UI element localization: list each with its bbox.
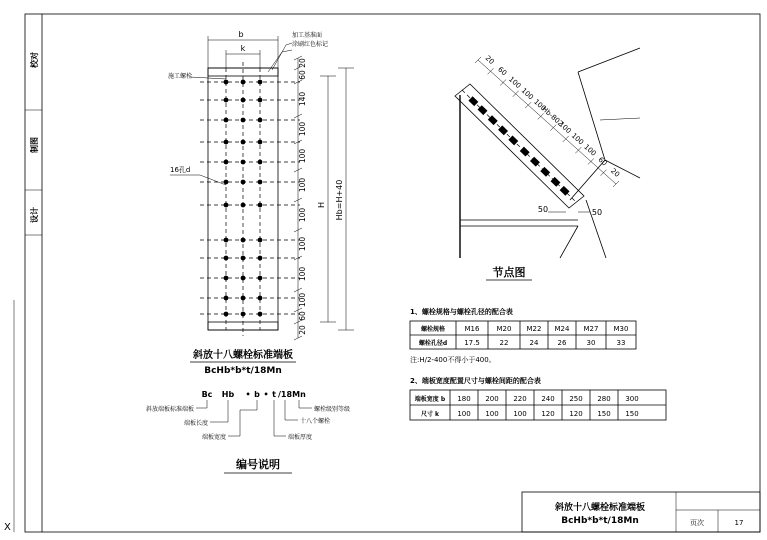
code-explain-title: 编号说明 (236, 458, 280, 471)
vertical-dim-value: 100 (298, 121, 307, 137)
bolt-hole (224, 160, 229, 165)
table1-header-cell: M27 (583, 325, 599, 333)
title-block (522, 492, 760, 532)
node-bolt (468, 96, 478, 106)
bolt-hole (258, 256, 263, 261)
title-block-page-number: 17 (734, 519, 744, 527)
table2-value-cell: 120 (541, 410, 555, 418)
vertical-dim-value: 20 (298, 325, 307, 335)
table1-header-cell: M30 (613, 325, 629, 333)
side-label-draw: 制图 (30, 137, 39, 153)
dim-50-left: 50 (537, 205, 549, 214)
code-part-18: /18 (277, 390, 293, 399)
vertical-dim-value: 100 (298, 236, 307, 252)
table2-header-cell: 180 (457, 395, 471, 403)
side-label-check: 校对 (30, 52, 39, 68)
note-erection-bolt: 施工螺栓 (168, 73, 193, 80)
table1-header-cell: 螺栓规格 (420, 326, 446, 333)
vertical-dim-value: 100 (298, 177, 307, 193)
diag-dim-value: 20 (483, 54, 496, 67)
plate-code: BcHb*b*t/18Mn (204, 366, 282, 376)
plate-title: 斜放十八螺栓标准端板 (193, 350, 293, 361)
bolt-hole (241, 203, 246, 208)
dim-h-label: H (317, 201, 326, 209)
code-explanation (146, 390, 350, 473)
bolt-hole (224, 118, 229, 123)
code-part-mn: Mn (292, 390, 306, 399)
diag-dim-value: 20 (609, 166, 622, 179)
hole-count-note: 16孔d (170, 166, 191, 174)
table2-header-cell: 200 (485, 395, 499, 403)
bolt-hole (224, 238, 229, 243)
bolt-hole (241, 140, 246, 145)
table1-value-cell: 22 (499, 339, 509, 347)
table1-value-cell: 24 (529, 339, 539, 347)
side-panel (25, 52, 42, 235)
table2-header-cell: 端板宽度 b (414, 396, 446, 403)
bolt-hole (258, 118, 263, 123)
node-bolt (508, 135, 518, 145)
table1-header-cell: M16 (464, 325, 480, 333)
callout-18-bolts: 十八个螺栓 (300, 418, 331, 425)
vertical-dim-value: 100 (298, 207, 307, 223)
bolt-hole (241, 160, 246, 165)
bolt-hole (224, 180, 229, 185)
table1-value-cell: 30 (586, 339, 596, 347)
dim-50-right: 50 (591, 208, 603, 217)
note-process-surface: 加工基准面 (292, 32, 323, 39)
table2-value-cell: 100 (457, 410, 471, 418)
table2-value-cell: 尺寸 k (420, 411, 440, 418)
bolt-hole (241, 118, 246, 123)
bolt-hole (224, 140, 229, 145)
diag-dim-value: 60 (496, 65, 509, 78)
bolt-hole (258, 140, 263, 145)
code-part-dot2: • (263, 390, 269, 399)
diag-dim-value: 100 (569, 131, 586, 147)
title-block-page-label: 页次 (690, 519, 704, 527)
bolt-hole-table (410, 307, 636, 364)
bolt-hole (224, 296, 229, 301)
plate-hole-grid (200, 68, 300, 330)
bolt-hole (258, 238, 263, 243)
diag-dim-value: 100 (519, 86, 535, 102)
bolt-hole (241, 256, 246, 261)
vertical-dim-value: 100 (298, 266, 307, 282)
table2-value-cell: 150 (625, 410, 639, 418)
diag-dim-value: Hb-802 (540, 104, 565, 129)
table1-header-cell: M24 (554, 325, 570, 333)
callout-plate-length: 端板长度 (183, 420, 208, 427)
bolt-hole (224, 312, 229, 317)
bolt-hole (224, 256, 229, 261)
title-block-title: 斜放十八螺栓标准端板 (554, 503, 646, 513)
bolt-hole (258, 276, 263, 281)
dim-b-label: b (238, 30, 244, 39)
vertical-dim-value: 100 (298, 292, 307, 308)
vertical-dim-value: 100 (298, 148, 307, 164)
bolt-hole (224, 98, 229, 103)
bolt-hole (241, 80, 246, 85)
callout-plate-width: 端板宽度 (201, 434, 226, 441)
table2-heading: 2、端板宽度配置尺寸与螺栓间距的配合表 (410, 377, 541, 385)
table2-header-cell: 250 (569, 395, 583, 403)
bolt-hole (224, 276, 229, 281)
table2-header-cell: 220 (513, 395, 527, 403)
bolt-hole (258, 296, 263, 301)
table1-value-cell: 17.5 (464, 339, 480, 347)
code-part-t: t (272, 390, 276, 399)
dim-hb-label: Hb=H+40 (335, 179, 344, 221)
callout-plate-thickness: 端板厚度 (288, 434, 313, 441)
code-part-dot1: • (245, 390, 251, 399)
callout-bolt-grade: 螺栓级别等级 (314, 406, 351, 413)
code-part-hb: Hb (221, 390, 235, 399)
code-part-b: b (254, 390, 260, 399)
vertical-dim-value: 20 (298, 58, 307, 68)
bolt-hole (241, 296, 246, 301)
table1-value-cell: 螺栓孔径d (418, 340, 448, 347)
node-detail (455, 48, 640, 280)
vertical-dim-value: 140 (298, 91, 307, 107)
corner-mark: X (4, 522, 11, 533)
diag-dim-value: 100 (507, 75, 523, 91)
table1-note: 注:H/2-400不得小于400。 (410, 356, 496, 364)
table2-value-cell: 100 (513, 410, 527, 418)
bolt-hole (258, 80, 263, 85)
title-block-code: BcHb*b*t/18Mn (561, 516, 639, 526)
vertical-dim-value: 60 (298, 70, 307, 80)
bolt-hole (258, 180, 263, 185)
vertical-dimension-chain (294, 56, 307, 340)
bolt-hole (258, 203, 263, 208)
dim-k-label: k (240, 44, 246, 53)
drawing-frame (25, 14, 760, 532)
diag-dim-value: 100 (532, 97, 548, 113)
callout-plate-type: 斜放端板标准端板 (145, 406, 194, 413)
vertical-dim-value: 60 (298, 311, 307, 321)
table2-value-cell: 100 (485, 410, 499, 418)
bolt-hole (241, 238, 246, 243)
node-detail-title: 节点图 (492, 266, 526, 279)
bolt-hole (241, 98, 246, 103)
diag-dim-value: 100 (582, 142, 598, 158)
table1-header-cell: M20 (496, 325, 512, 333)
table2-header-cell: 240 (541, 395, 555, 403)
end-plate-elevation (168, 30, 354, 376)
bolt-hole (241, 276, 246, 281)
diag-dim-value: 60 (596, 155, 609, 168)
bolt-hole (258, 98, 263, 103)
side-label-design: 设计 (30, 207, 39, 223)
bolt-hole (241, 180, 246, 185)
bolt-hole (224, 80, 229, 85)
table1-value-cell: 33 (616, 339, 626, 347)
table2-value-cell: 120 (569, 410, 583, 418)
plate-width-table (410, 376, 666, 420)
note-red-mark: 涂刷红色标记 (292, 41, 329, 48)
bolt-hole (224, 203, 229, 208)
table2-value-cell: 150 (597, 410, 611, 418)
code-part-bc: Bc (201, 390, 213, 399)
bolt-hole (258, 160, 263, 165)
table1-value-cell: 26 (557, 339, 567, 347)
diag-dim-value: 100 (557, 120, 573, 136)
table2-header-cell: 280 (597, 395, 611, 403)
table1-heading: 1、螺栓规格与螺栓孔径的配合表 (410, 308, 513, 316)
bolt-hole (241, 312, 246, 317)
bolt-hole (258, 312, 263, 317)
table2-header-cell: 300 (625, 395, 639, 403)
table1-header-cell: M22 (526, 325, 542, 333)
